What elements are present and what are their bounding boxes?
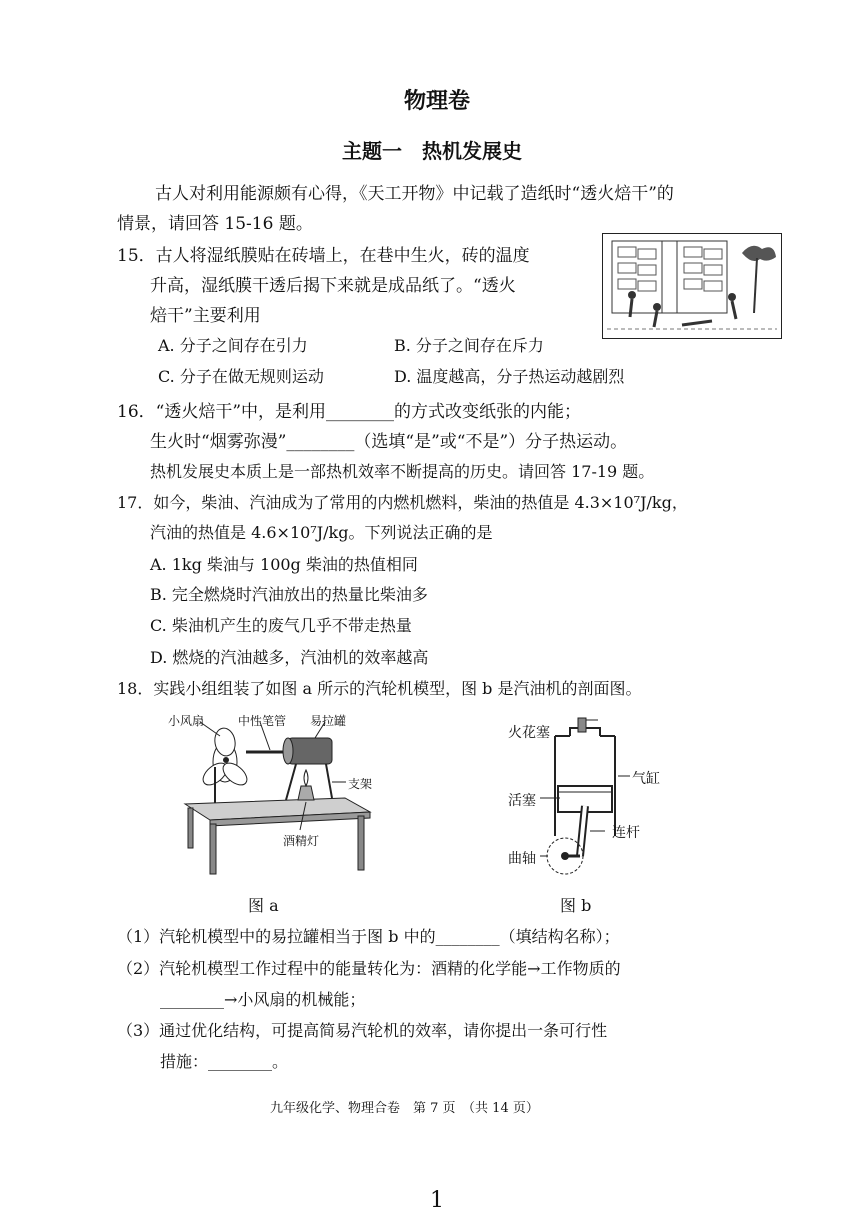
q17-line-2: 汽油的热值是 4.6×10⁷J/kg。下列说法正确的是 <box>150 523 493 542</box>
q15-line-3: 焙干”主要利用 <box>150 306 261 326</box>
q17-option-b: B. 完全燃烧时汽油放出的热量比柴油多 <box>150 585 428 604</box>
q18-part-3b: 措施：________。 <box>160 1052 289 1071</box>
q15-option-a: A. 分子之间存在引力 <box>158 336 308 355</box>
intro-2: 热机发展史本质上是一部热机效率不断提高的历史。请回答 17-19 题。 <box>150 462 655 481</box>
fig-a-label-can: 易拉罐 <box>310 714 347 728</box>
page-number: 1 <box>430 1188 444 1213</box>
figure-a-turbine-model <box>170 712 380 892</box>
fig-a-caption: 图 a <box>248 896 279 915</box>
fig-a-label-fan: 小风扇 <box>168 714 205 728</box>
q18-part-2b: ________→小风扇的机械能； <box>160 990 366 1009</box>
q18-part-1: （1）汽轮机模型中的易拉罐相当于图 b 中的________（填结构名称）； <box>117 927 620 946</box>
q18-part-3a: （3）通过优化结构，可提高简易汽轮机的效率，请你提出一条可行性 <box>117 1021 608 1040</box>
q15-line-1: 15．古人将湿纸膜贴在砖墙上，在巷中生火，砖的温度 <box>117 246 530 266</box>
fig-b-label-rod: 连杆 <box>612 825 640 841</box>
q15-option-b: B. 分子之间存在斥力 <box>394 336 544 355</box>
q16-line-1: 16．“透火焙干”中，是利用________的方式改变纸张的内能； <box>117 402 582 422</box>
fig-a-label-lamp: 酒精灯 <box>283 834 320 848</box>
fig-b-label-crank: 曲轴 <box>508 851 536 867</box>
q17-line-1: 17．如今，柴油、汽油成为了常用的内燃机燃料，柴油的热值是 4.3×10⁷J/kg， <box>117 493 688 512</box>
papermaking-illustration <box>602 233 782 339</box>
fig-a-label-stand: 支架 <box>348 777 373 791</box>
q15-option-c: C. 分子在做无规则运动 <box>158 367 324 386</box>
fig-b-label-piston: 活塞 <box>508 793 536 809</box>
q17-option-c: C. 柴油机产生的废气几乎不带走热量 <box>150 616 412 635</box>
intro-line-2: 情景，请回答 15-16 题。 <box>117 214 313 234</box>
q15-line-2: 升高，湿纸膜干透后揭下来就是成品纸了。“透火 <box>150 276 516 296</box>
q18-part-2a: （2）汽轮机模型工作过程中的能量转化为：酒精的化学能→工作物质的 <box>117 959 621 978</box>
fig-b-label-plug: 火花塞 <box>508 725 550 741</box>
q17-option-d: D. 燃烧的汽油越多，汽油机的效率越高 <box>150 648 429 667</box>
page-title: 物理卷 <box>404 88 471 114</box>
q18-line-1: 18．实践小组组装了如图 a 所示的汽轮机模型，图 b 是汽油机的剖面图。 <box>117 679 642 698</box>
fig-b-label-cylinder: 气缸 <box>632 771 660 787</box>
q16-line-2: 生火时“烟雾弥漫”________（选填“是”或“不是”）分子热运动。 <box>150 432 628 452</box>
intro-line-1: 古人对利用能源颇有心得，《天工开物》中记载了造纸时“透火焙干”的 <box>155 184 674 204</box>
fig-b-caption: 图 b <box>560 896 592 915</box>
q15-option-d: D. 温度越高，分子热运动越剧烈 <box>394 367 625 386</box>
q17-option-a: A. 1kg 柴油与 100g 柴油的热值相同 <box>150 555 418 574</box>
page-footer: 九年级化学、物理合卷 第 7 页 （共 14 页） <box>270 1101 539 1116</box>
theme-title: 主题一 热机发展史 <box>342 139 522 163</box>
fig-a-label-pen: 中性笔管 <box>238 714 287 728</box>
